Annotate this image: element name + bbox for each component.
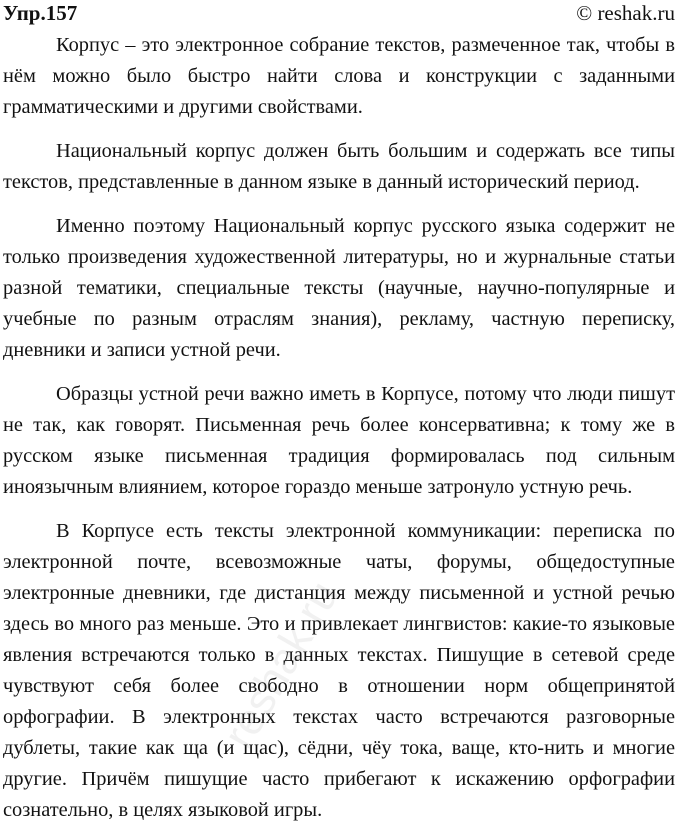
paragraph-2: Национальный корпус должен быть большим и содержать все типы текстов, представленные в данном языке в данный исторический период. <box>3 140 675 193</box>
watermark: reshak.ru <box>214 573 349 757</box>
exercise-number: Упр.157 <box>3 1 78 25</box>
exercise-text <box>3 30 675 839</box>
paragraph-1: Корпус – это электронное собрание текстов, размеченное так, чтобы в нём можно было быстро найти слова и конструкции с заданными грамматическими и другими свойствами. <box>3 34 675 118</box>
paragraph-3: Именно поэтому Национальный корпус русского языка содержит не только произведения художественной литературы, но и журнальные статьи разной тематики, специальные тексты (научные, научно-популярные и учебные по разным отраслям знания), рекламу, частную переписку, дневники и записи устной речи. <box>3 215 675 361</box>
paragraph-5: В Корпусе есть тексты электронной коммуникации: переписка по электронной почте, всевозможные чаты, форумы, общедоступные электронные дневники, где дистанция между письменной и устной речью здесь во много раз меньше. Это и привлекает лингвистов: какие-то языковые явления встречаются только в данных текстах. Пишущие в сетевой среде чувствуют себя более свободно в отношении норм общепринятой орфографии. В электронных текстах часто встречаются разговорные дублеты, такие как ща (и щас), сёдни, чёу тока, ваще, кто-нить и многие другие. Причём пишущие часто прибегают к искажению орфографии сознательно, в целях языковой игры. <box>3 520 675 821</box>
paragraph-4: Образцы устной речи важно иметь в Корпусе, потому что люди пишут не так, как говорят. Письменная речь более консервативна; к тому же в русском языке письменная традиция формировалась под сильным иноязычным влиянием, которое гораздо меньше затронуло устную речь. <box>3 383 675 498</box>
site-credit: © reshak.ru <box>576 1 675 25</box>
page-header <box>0 0 679 28</box>
